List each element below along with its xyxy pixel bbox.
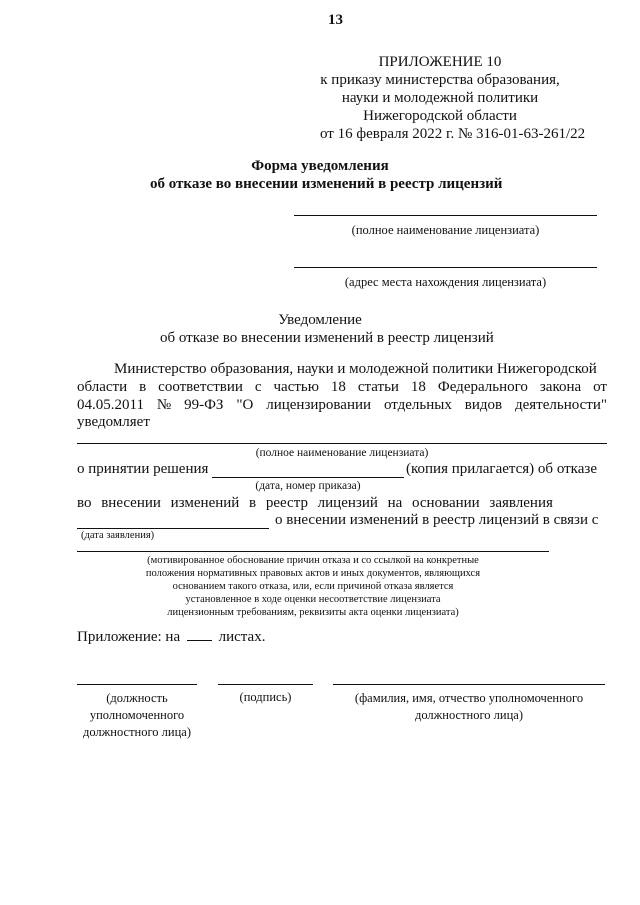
application-suffix: о внесении изменений в реестр лицензий в связи с bbox=[275, 512, 599, 528]
licensee-name-caption: (полное наименование лицензиата) bbox=[351, 223, 540, 237]
appendix-header bbox=[320, 53, 586, 143]
appendix-line-1: к приказу министерства образования, bbox=[320, 72, 560, 88]
body-line-1: Министерство образования, науки и молодежной политики Нижегородской bbox=[114, 361, 597, 377]
notice-title-line-2: об отказе во внесении изменений в реестр лицензий bbox=[160, 330, 494, 346]
signature-line bbox=[218, 684, 313, 685]
reason-blank-line bbox=[77, 551, 549, 552]
position-signature-line bbox=[77, 684, 197, 685]
signature-caption: (подпись) bbox=[239, 690, 292, 704]
form-title-line-1: Форма уведомления bbox=[251, 158, 389, 174]
basis-line: во внесении изменений в реестр лицензий на основании заявления bbox=[77, 495, 553, 511]
form-title-line-2: об отказе во внесении изменений в реестр лицензий bbox=[150, 176, 503, 192]
order-caption: (дата, номер приказа) bbox=[255, 480, 361, 492]
licensee-full-name-line bbox=[77, 443, 607, 444]
attachment-pages-blank bbox=[187, 628, 212, 641]
name-caption: (фамилия, имя, отчество уполномоченного должностного лица) bbox=[354, 691, 584, 722]
licensee-address-line bbox=[294, 267, 597, 268]
order-blank-line bbox=[212, 477, 404, 478]
appendix-number: ПРИЛОЖЕНИЕ 10 bbox=[378, 54, 502, 70]
attachment-line bbox=[77, 628, 265, 646]
name-signature-line bbox=[333, 684, 605, 685]
appendix-line-2: науки и молодежной политики bbox=[341, 90, 539, 106]
licensee-full-name-caption: (полное наименование лицензиата) bbox=[255, 447, 429, 459]
reason-caption: (мотивированное обоснование причин отказа и со ссылкой на конкретные положения нормативных правовых актов и иных документов, являющихся основанием такого отказа, или, если причиной отказа является установленное в ходе оценки несоответствие лицензиата лицензионным требованиям, реквизиты акта оценки лицензиата) bbox=[145, 555, 481, 618]
body-line-3: 04.05.2011 № 99-ФЗ "О лицензировании отдельных видов деятельности" bbox=[77, 397, 607, 413]
page-number: 13 bbox=[328, 12, 343, 28]
body-line-2: области в соответствии с частью 18 статьи 18 Федерального закона от bbox=[77, 379, 607, 395]
appendix-line-4: от 16 февраля 2022 г. № 316-01-63-261/22 bbox=[320, 126, 586, 142]
licensee-name-line bbox=[294, 215, 597, 216]
position-caption: (должность уполномоченного должностного лица) bbox=[82, 691, 192, 739]
application-blank-line bbox=[77, 528, 269, 529]
attachment-prefix: Приложение: на bbox=[77, 629, 181, 645]
application-caption: (дата заявления) bbox=[81, 530, 155, 541]
decision-suffix: (копия прилагается) об отказе bbox=[406, 461, 597, 477]
notice-title-line-1: Уведомление bbox=[278, 312, 362, 328]
licensee-address-caption: (адрес места нахождения лицензиата) bbox=[344, 275, 547, 289]
attachment-suffix: листах. bbox=[218, 629, 266, 645]
notice-title bbox=[160, 311, 494, 347]
appendix-line-3: Нижегородской области bbox=[363, 108, 517, 124]
decision-prefix: о принятии решения bbox=[77, 461, 209, 477]
body-line-4: уведомляет bbox=[77, 414, 150, 430]
form-title bbox=[150, 157, 503, 193]
